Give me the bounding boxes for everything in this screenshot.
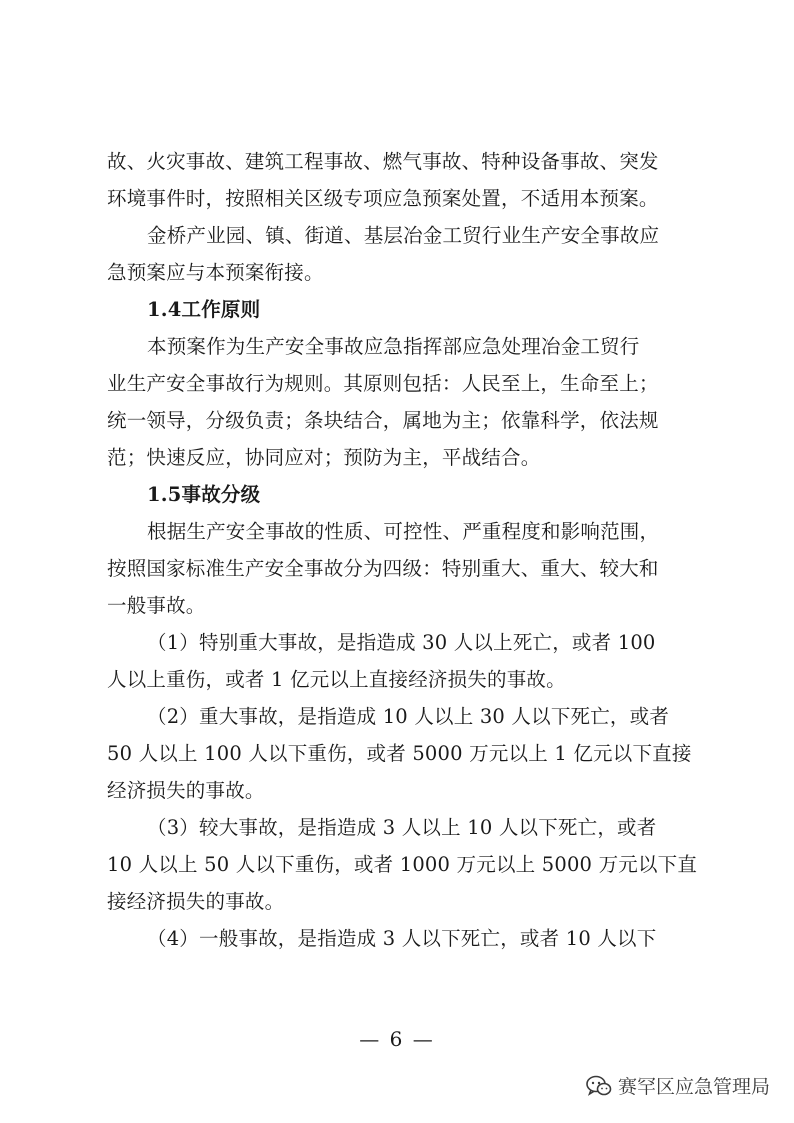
text-line: 接经济损失的事故。 bbox=[107, 890, 285, 913]
wechat-icon bbox=[586, 1075, 612, 1097]
list-item-level-2 bbox=[107, 698, 697, 809]
text-line: 急预案应与本预案衔接。 bbox=[107, 261, 324, 284]
paragraph-linkage bbox=[107, 217, 697, 291]
text-line: 按照国家标准生产安全事故分为四级：特别重大、重大、较大和 bbox=[107, 557, 659, 580]
text-line: 一般事故。 bbox=[107, 594, 206, 617]
paragraph-classification bbox=[107, 513, 697, 624]
text-line: （2）重大事故，是指造成 10 人以上 30 人以下死亡，或者 bbox=[147, 705, 670, 728]
paragraph-scope bbox=[107, 143, 697, 217]
list-item-level-3 bbox=[107, 809, 697, 920]
watermark-text: 赛罕区应急管理局 bbox=[617, 1076, 770, 1098]
text-line: 环境事件时，按照相关区级专项应急预案处置，不适用本预案。 bbox=[107, 187, 659, 210]
account-watermark bbox=[586, 1072, 770, 1099]
document-body bbox=[107, 143, 697, 957]
text-line: 50 人以上 100 人以下重伤，或者 5000 万元以上 1 亿元以下直接 bbox=[107, 742, 692, 765]
text-line: （3）较大事故，是指造成 3 人以上 10 人以下死亡，或者 bbox=[147, 816, 657, 839]
page-number: — 6 — bbox=[359, 1027, 435, 1051]
list-item-level-1 bbox=[107, 624, 697, 698]
list-item-level-4 bbox=[107, 920, 697, 957]
text-line: 故、火灾事故、建筑工程事故、燃气事故、特种设备事故、突发 bbox=[107, 150, 659, 173]
text-line: 业生产安全事故行为规则。其原则包括：人民至上，生命至上； bbox=[107, 372, 659, 395]
text-line: 统一领导，分级负责；条块结合，属地为主；依靠科学，依法规 bbox=[107, 409, 659, 432]
section-heading-1-5: 1.5事故分级 bbox=[147, 483, 261, 506]
text-line: （4）一般事故，是指造成 3 人以下死亡，或者 10 人以下 bbox=[147, 927, 657, 950]
text-line: 经济损失的事故。 bbox=[107, 779, 265, 802]
text-line: 金桥产业园、镇、街道、基层冶金工贸行业生产安全事故应 bbox=[147, 224, 660, 247]
text-line: 根据生产安全事故的性质、可控性、严重程度和影响范围， bbox=[147, 520, 660, 543]
text-line: 本预案作为生产安全事故应急指挥部应急处理冶金工贸行 bbox=[147, 335, 640, 358]
text-line: 范；快速反应，协同应对；预防为主，平战结合。 bbox=[107, 446, 541, 469]
section-heading bbox=[107, 291, 697, 328]
section-heading-1-4: 1.4工作原则 bbox=[147, 298, 261, 321]
text-line: 人以上重伤，或者 1 亿元以上直接经济损失的事故。 bbox=[107, 668, 566, 691]
section-heading bbox=[107, 476, 697, 513]
text-line: 10 人以上 50 人以下重伤，或者 1000 万元以上 5000 万元以下直 bbox=[107, 853, 698, 876]
paragraph-principles bbox=[107, 328, 697, 476]
text-line: （1）特别重大事故，是指造成 30 人以上死亡，或者 100 bbox=[147, 631, 656, 654]
